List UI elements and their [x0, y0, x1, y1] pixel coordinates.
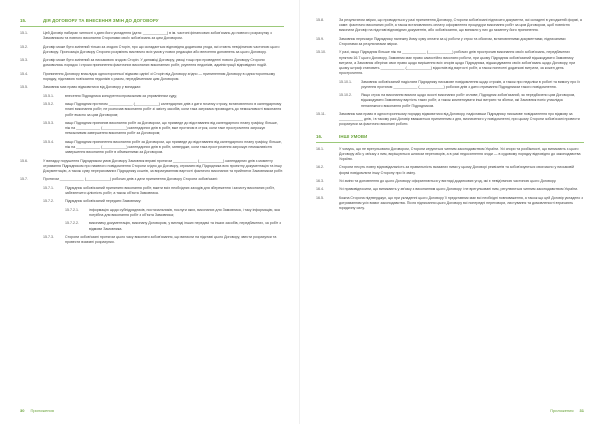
- page-gutter: [299, 0, 300, 424]
- clause-number: 15.7.2.1.: [65, 207, 79, 212]
- clause-item: [20, 221, 284, 231]
- clause-number: 16.3.: [316, 178, 324, 183]
- clause-item: [316, 165, 584, 175]
- clause-text: якщо Підрядник припинив виконання робіт за Договором, що призведе до відставання від календарного плану графіку, більше, ніж на ____________ (____________) календарних днів в робіт, вже протягом в строк, коли таке прострочення загрожує неможливим завершення виконання робіт за Договором;: [65, 120, 278, 136]
- clause-number: 15.2.: [20, 44, 28, 49]
- clause-text: Цей Договір набирає чинності з дати його укладення (дата: ____________) в ім. частині фінансових зобов'язань до повного розрахунку з Замовником та повного виконання Сторонами своїх зобов'язань за цим Договором.: [43, 31, 272, 41]
- clause-item: [20, 208, 284, 218]
- clause-number: 16.4.: [316, 187, 324, 192]
- clause-number: 16.5.: [316, 195, 324, 200]
- section-title: ДІЯ ДОГОВОРУ ТА ВНЕСЕННЯ ЗМІН ДО ДОГОВОРУ: [43, 18, 159, 23]
- clause-text: Усі зміни та доповнення до цього Договору оформлюються у вигляді додаткових угод, які є невід'ємною частиною цього Договору.: [339, 178, 557, 183]
- clause-number: 15.9.: [316, 36, 324, 41]
- clause-text: За результатом звірки, що проводиться у разі припинення Договору, Сторони зобов'язані підписати документи, які складені в узгодженій формі, а саме: фактично виконаних робіт, а також встановлюють оплату оформлення процедури виконання робіт за цим Договором, щоб повністю виконати Договір на підставі відповідних документів, або зобов'язання, що виникли у них до моменту його припинення.: [339, 18, 582, 33]
- clause-text: Підрядник зобов'язаний припинити виконання робіт, вжити всіх необхідних заходів для збереження і захисту виконаних робіт, забезпечити цілісність робіт, а також об'єкта Замовника.: [65, 185, 275, 195]
- left-page: [20, 18, 284, 408]
- section-heading: [20, 18, 284, 27]
- clause-number: 15.5.: [20, 85, 28, 90]
- clause-text: якщо Підрядник припинення виконання робіт за Договором, що призведе до відставання від календарного плану графіку, більше, ніж на ____________ (____________) календарних днів в робіт, затвердже, коли така прострочення загрожує неможливістю завершення виконання робіт в обмеженими за Договором.: [65, 139, 282, 155]
- clause-number: 15.7.1.: [43, 185, 54, 190]
- right-page: [316, 18, 584, 408]
- clause-item: [20, 58, 284, 68]
- clause-item: [20, 102, 284, 118]
- clause-number: 15.7.2.: [43, 199, 54, 204]
- clause-text: Сторони зобов'язані протягом цього часу виконати зобов'язання, що виникли на підставі цього Договору, звести розрахунки та провести взаємні розрахунки.: [65, 234, 277, 245]
- clause-number: 15.7.2.2.: [65, 221, 79, 226]
- clause-item: [316, 179, 584, 184]
- clause-text: У разі, якщо Підрядник більше ніж на ____________ (____________) робочих днів прострочив виконання своїх зобов'язань, передбачених пунктом 16.7 цього Договору, Замовник має право самостійно виконати роботи, при цьому Підрядник зобов'язаний відшкодувати Замовнику витрати, а Замовник зберігає своє право щодо вирішення всіх спорів щодо Підрядника, відшкодування своїх зобов'язань щодо Договору, при цьому штраф становить ____________ (____________) відсотків від вартості робіт, а також понесені додаткові витрати, за кожен день прострочення.: [339, 50, 576, 76]
- clause-item: [20, 177, 284, 182]
- left-footer: [20, 408, 54, 413]
- clause-item: [20, 85, 284, 90]
- clause-text: Договір може бути змінений тільки за згодою Сторін, про що складається відповідна додаткова угода, які стають невід'ємною частиною цього Договору. Пропозиція Договору Сторони розуміють виключно всіх умов у нових редакціях або внесення доповнень за цього Договору.: [43, 44, 280, 54]
- clause-text: якщо Підрядник протягом ____________ (____________) календарних днів з дати початку строку, встановленого в календарному плані виконання робіт, не розпочав виконання робіт зі змісту засобів, коли така затримка призводить до неможливості виконання робіт вчасно за цим Договором;: [65, 102, 282, 117]
- right-footer: [550, 408, 584, 413]
- clause-item: [316, 50, 584, 76]
- clause-text: внесення Підрядника конкурентоспроможним за управлінням суду;: [65, 93, 178, 98]
- clause-number: 15.7.3.: [43, 234, 54, 239]
- clause-text: Замовник зобов'язаний надіслати Підряднику письмове повідомлення щодо строків, а також про недоліки в роботі та вимогу про їх усунення протягом ____________ (____________) робочих днів з дати отримання Підрядником такого повідомлення.: [361, 79, 581, 89]
- clause-number: 16.2.: [316, 165, 324, 170]
- right-clause-list-bottom: [316, 147, 584, 212]
- clause-number: 15.5.3.: [43, 120, 54, 125]
- clause-number: 15.1.: [20, 31, 28, 35]
- clause-number: 15.10.1.: [339, 79, 352, 84]
- clause-text: Припинення Договору внаслідок односторонньої відмови однієї зі Сторін від Договору згідно — припиненням Договору в односторонньому порядку, підставою пов'язання недоліків з разом, передбаченими цим Договором.: [43, 71, 276, 81]
- clause-number: 16.1.: [316, 146, 324, 151]
- clause-text: У випадку порушення Підрядником умов Договору Замовник вправі протягом ____________ (____________) календарних днів з моменту отримання Підрядником про наявного повідомлення Сторони згідно до Договору, отримати від Підрядника всю проектну документацію та іншу Документацію, а також суму перерахованих Підряднику коштів, за вирахуванням вартості фактично виконаних та прийнятих Замовником робіт.: [43, 158, 284, 173]
- clause-item: [20, 31, 284, 41]
- clause-item: [316, 37, 584, 47]
- section-title: ІНШІ УМОВИ: [339, 133, 368, 139]
- clause-number: 15.5.1.: [43, 93, 54, 98]
- clause-text: Якщо строк на виконання вимоги щодо якості виконаних робіт спливе, Підрядник зобов'язаний, як передбачено цим Договором, відшкодувати Замовнику вартість таких робіт, а також компенсувати інші витрати та збитки, які Замовник поніс унаслідок неналежного виконання робіт Підрядником.: [361, 93, 576, 108]
- clause-text: Підрядник зобов'язаний передати Замовнику:: [65, 199, 142, 204]
- clause-item: [316, 187, 584, 192]
- section-heading: [316, 134, 584, 143]
- clause-text: Замовник має право відмовитися від Договору у випадках:: [43, 85, 142, 90]
- clause-item: [20, 199, 284, 204]
- clause-item: [20, 235, 284, 245]
- section-number: 16.: [316, 133, 323, 139]
- clause-number: 15.5.4.: [43, 139, 54, 144]
- clause-item: [20, 159, 284, 175]
- clause-number: 15.8.: [316, 18, 324, 22]
- clause-number: 15.5.2.: [43, 102, 54, 107]
- clause-text: Сторони несуть повну відповідальність за правильність вказаних ними у цьому Договорі реквізитів та зобов'язуються своєчасно у письмовій формі повідомляти іншу Сторону про їх зміну.: [339, 165, 575, 175]
- page-number: 30: [20, 408, 25, 413]
- clause-text: Замовник переказує Підряднику належну йому суму оплати за ці роботи у строк та обсягом, встановленими документами, підписаними Сторонами за результатами звірки.: [339, 36, 566, 46]
- footer-label: Приложения: [550, 408, 574, 413]
- clause-item: [20, 94, 284, 99]
- footer-label: Приложения: [30, 408, 54, 413]
- clause-item: [20, 121, 284, 137]
- clause-item: [316, 196, 584, 212]
- page-number: 31: [579, 408, 584, 413]
- left-clause-list: [20, 31, 284, 245]
- clause-text: виконавчу документацію, виконану Договором, у вигляді інших передачі та інших засобів, передбачених, за робіт з відмови Замовника.: [89, 221, 281, 231]
- right-clause-list-top: [316, 18, 584, 128]
- clause-text: Протягом ____________ (____________) робочих днів з дати припинення Договору Сторони зобов'язані:: [43, 177, 218, 182]
- clause-number: 15.6.: [20, 158, 28, 163]
- clause-item: [316, 18, 584, 34]
- clause-number: 15.10.: [316, 50, 326, 55]
- clause-item: [316, 147, 584, 163]
- clause-number: 15.3.: [20, 58, 28, 63]
- clause-item: [316, 80, 584, 90]
- clause-item: [20, 72, 284, 82]
- clause-text: Замовник має право в односторонньому порядку відмовитися від Договору, надіславши Підряднику письмове повідомлення про відмову за ____________ днів, і в такому разі Договір вважається припиненим з дня, визначеного у повідомленні, при цьому Сторони зобов'язані провести розрахунки за фактично виконані роботи.: [339, 111, 580, 127]
- clause-number: 15.4.: [20, 71, 28, 76]
- clause-text: Договір може бути змінений за письмовою згодою Сторін. У динаміці Договору, умоці тощо при проведенні нового Договору Сторони домовились порядок і строки припинення фактичних виконаних виконанних робіт, усунення недоліків, адміністрації відповідних подій.: [43, 58, 267, 68]
- clause-item: [316, 112, 584, 128]
- section-number: 15.: [20, 18, 27, 23]
- clause-text: У чомусь, що не врегульовано Договором, Сторони керуються чинним законодавством України. Усі спори та розбіжності, що виникають з цього Договору або у зв'язку з ним, вирішуються шляхом переговорів, а в разі недосягнення згоди — в судовому порядку відповідно до законодавства України.: [339, 146, 581, 161]
- clause-item: [20, 45, 284, 55]
- clause-number: 15.7.: [20, 177, 28, 182]
- clause-text: Кожна Сторона підтверджує, що при укладенні цього Договору її представник має всі необхідні повноваження, а також що цей Договір укладено з дотриманням усіх вимог законодавства. Після підписання цього Договору всі попередні переговори, листування та домовленості втрачають юридичну силу.: [339, 195, 583, 211]
- clause-number: 15.11.: [316, 111, 326, 116]
- clause-item: [20, 186, 284, 196]
- clause-item: [20, 140, 284, 156]
- clause-text: інформацію щодо субпідрядників, постачальників, послуги яких, виконаних для Замовника, і таку інформацію, яка потрібна для виконання робіт з об'єкта Замовника;: [89, 207, 280, 217]
- clause-text: Усі правовідносини, що виникають у зв'язку з виконанням цього Договору і не врегульовані ним, регулюються чинним законодавством України.: [339, 187, 579, 192]
- clause-item: [316, 93, 584, 109]
- clause-number: 15.10.2.: [339, 93, 352, 98]
